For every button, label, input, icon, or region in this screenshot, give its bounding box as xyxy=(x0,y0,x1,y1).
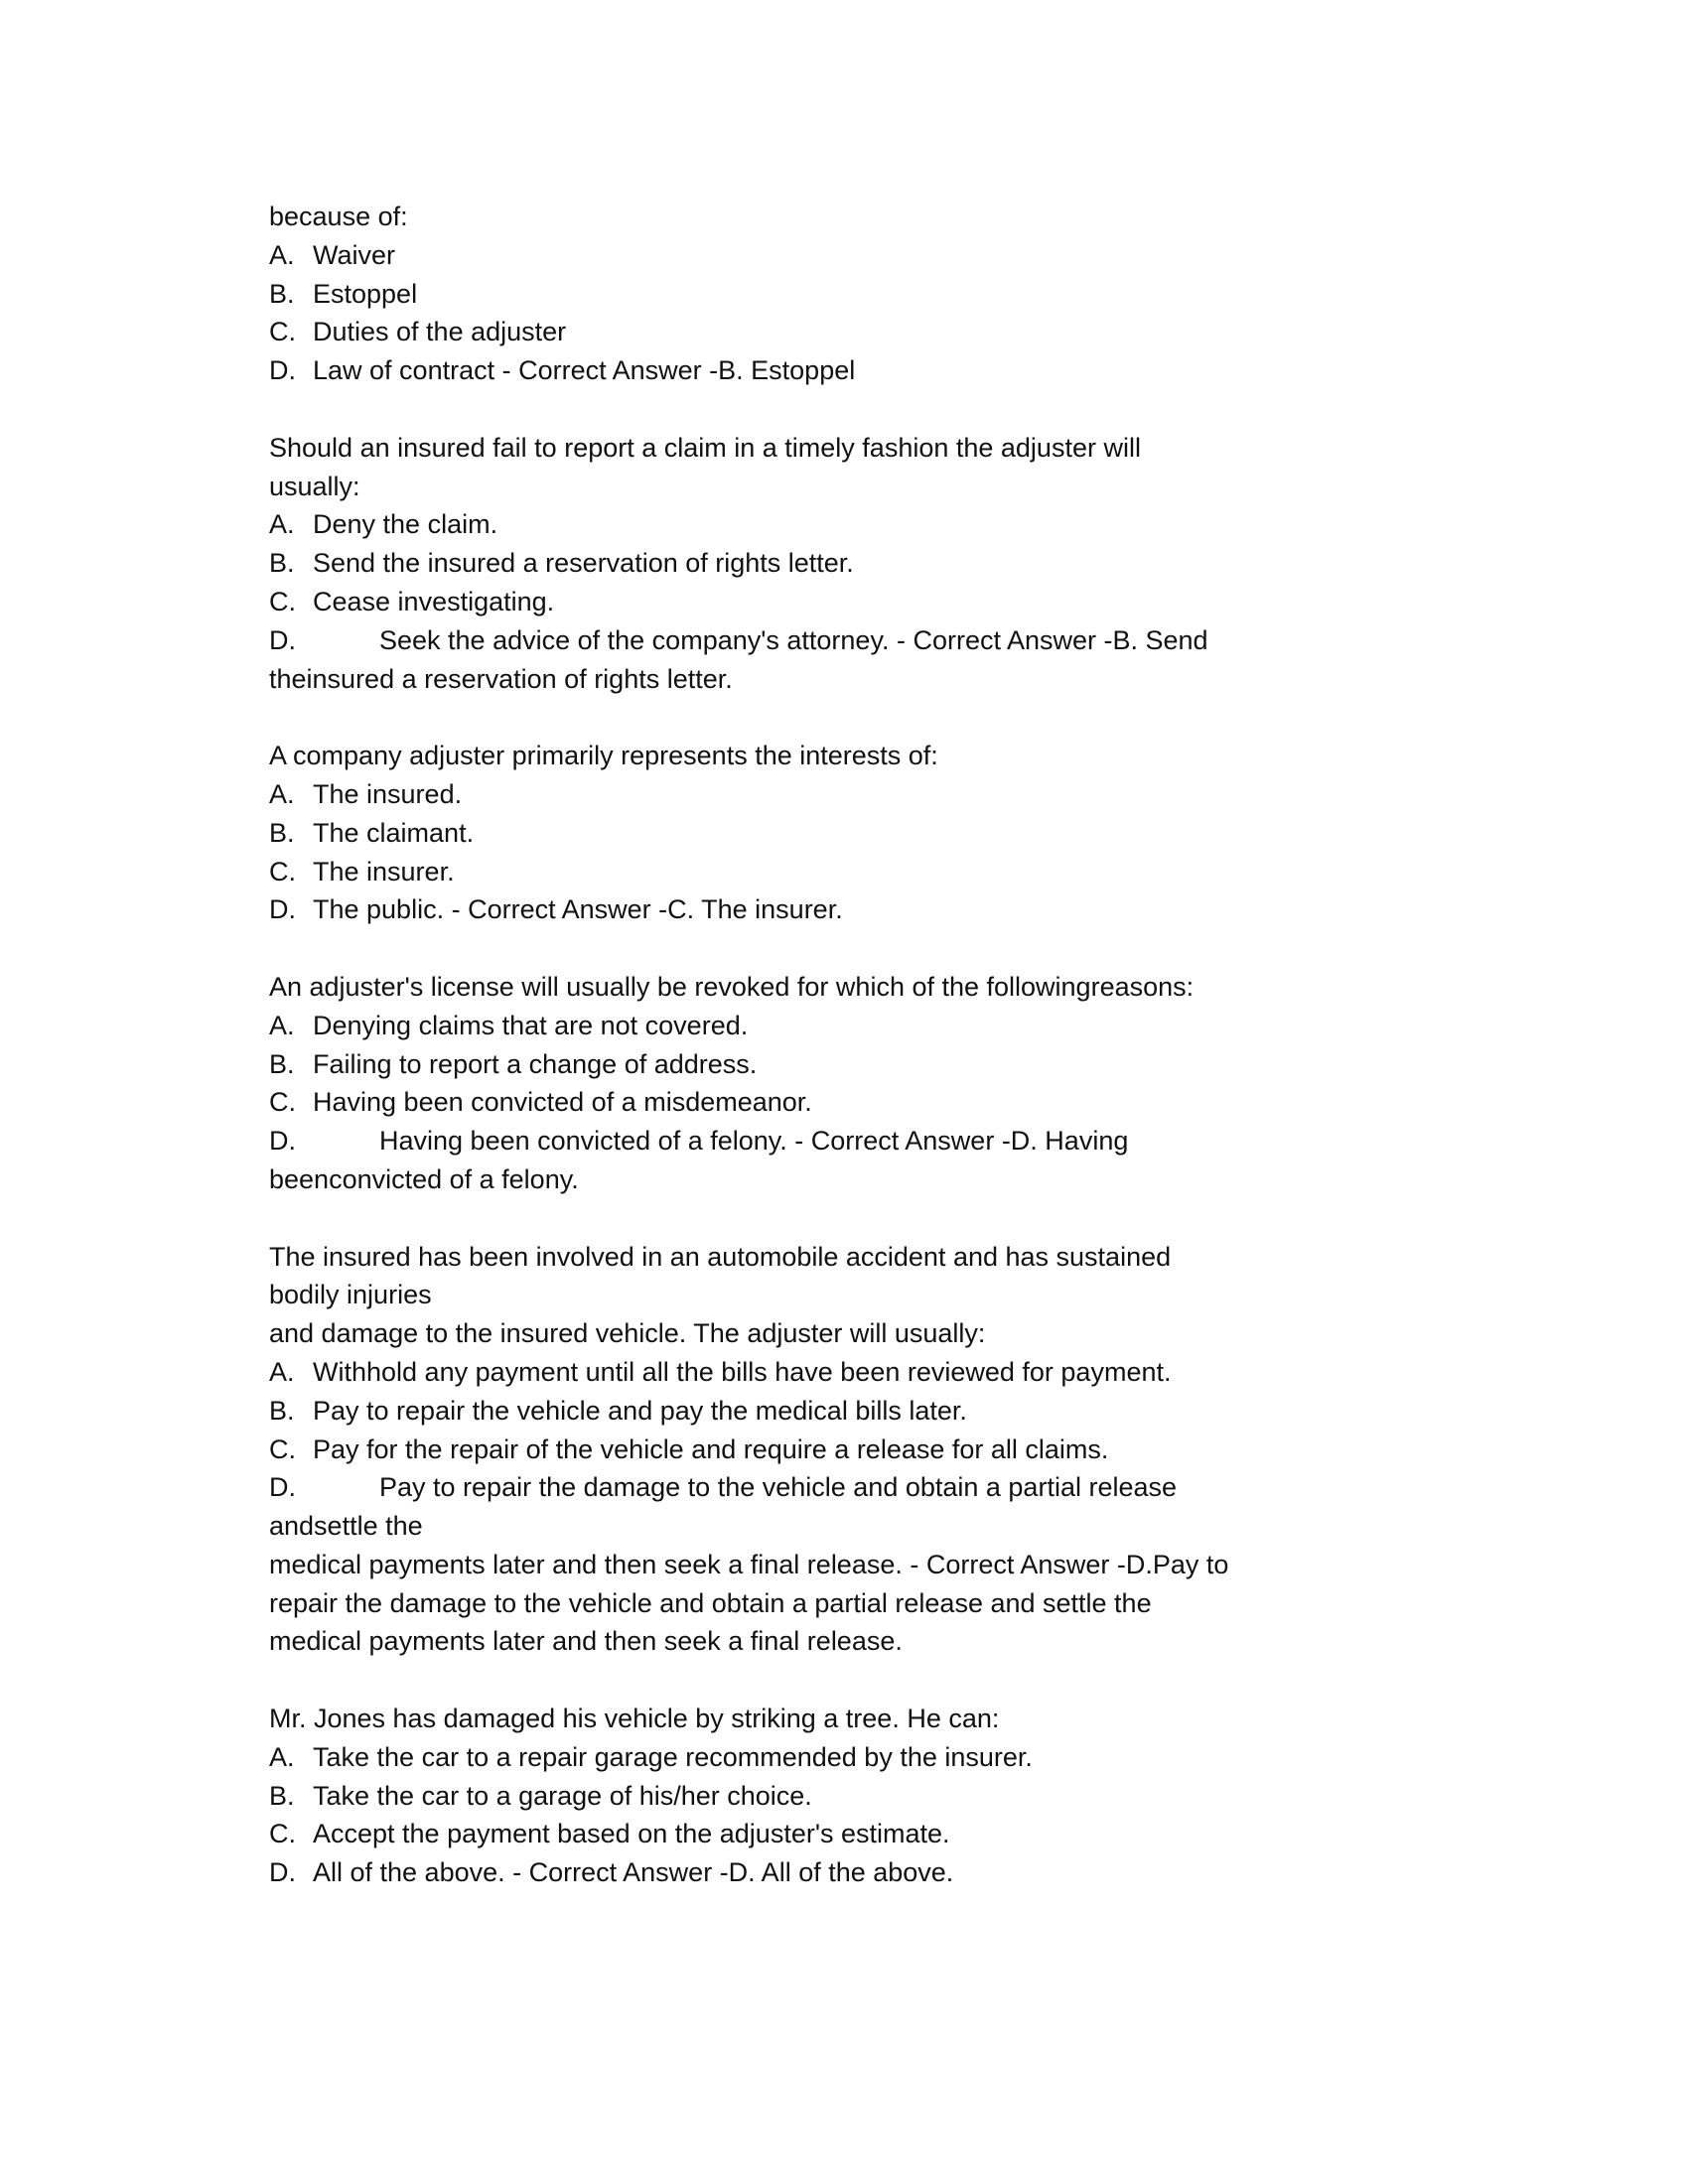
question-block xyxy=(269,737,1461,929)
option-label: C. xyxy=(269,317,296,347)
blank-line xyxy=(269,929,1461,968)
question-stem: bodily injuries xyxy=(269,1280,432,1310)
option-text: The insurer. xyxy=(313,856,455,887)
option-label: B. xyxy=(269,278,295,309)
answer-option xyxy=(269,853,1461,891)
option-label: C. xyxy=(269,586,296,616)
option-label: C. xyxy=(269,1087,296,1118)
question-block xyxy=(269,429,1461,699)
option-label: C. xyxy=(269,1433,296,1464)
question-block xyxy=(269,1700,1461,1892)
question-block xyxy=(269,198,1461,390)
answer-option xyxy=(269,1353,1461,1392)
blank-line xyxy=(269,1661,1461,1700)
option-text: The public. - Correct Answer -C. The insurer. xyxy=(313,894,843,925)
option-text: The claimant. xyxy=(313,817,475,848)
answer-option xyxy=(269,890,1461,929)
option-label: D. xyxy=(269,1857,296,1888)
answer-option xyxy=(269,313,1461,351)
option-text: Cease investigating. xyxy=(313,586,555,616)
answer-option xyxy=(269,505,1461,544)
option-text: Withhold any payment until all the bills have been reviewed for payment. xyxy=(313,1356,1172,1387)
option-label: C. xyxy=(269,856,296,887)
answer-option xyxy=(269,583,1461,621)
option-label: A. xyxy=(269,1741,295,1772)
option-label: B. xyxy=(269,548,295,579)
answer-option xyxy=(269,814,1461,853)
answer-option xyxy=(269,275,1461,314)
option-label: C. xyxy=(269,1819,296,1849)
question-stem: and damage to the insured vehicle. The adjuster will usually: xyxy=(269,1318,986,1349)
option-text: Having been convicted of a felony. - Correct Answer -D. Having xyxy=(379,1126,1129,1157)
option-text: Estoppel xyxy=(313,278,418,309)
answer-option xyxy=(269,544,1461,583)
answer-option xyxy=(269,1738,1461,1777)
blank-line xyxy=(269,698,1461,737)
question-stem: Should an insured fail to report a claim in a timely fashion the adjuster will xyxy=(269,432,1141,463)
answer-continuation: medical payments later and then seek a final release. xyxy=(269,1626,903,1657)
question-stem: usually: xyxy=(269,471,360,501)
answer-continuation: andsettle the xyxy=(269,1511,423,1542)
question-stem: A company adjuster primarily represents the interests of: xyxy=(269,741,938,771)
option-label: D. xyxy=(269,894,296,925)
blank-line xyxy=(269,1199,1461,1238)
option-text: All of the above. - Correct Answer -D. All of the above. xyxy=(313,1857,954,1888)
answer-option xyxy=(269,1122,1461,1160)
option-text: Seek the advice of the company's attorney. - Correct Answer -B. Send xyxy=(379,624,1208,655)
answer-option xyxy=(269,1815,1461,1853)
answer-option xyxy=(269,1468,1461,1507)
answer-option xyxy=(269,1777,1461,1816)
answer-option xyxy=(269,775,1461,814)
answer-option xyxy=(269,1083,1461,1122)
option-label: D. xyxy=(269,1472,296,1503)
option-text: The insured. xyxy=(313,778,463,809)
answer-option xyxy=(269,1853,1461,1892)
option-text: Law of contract - Correct Answer -B. Estoppel xyxy=(313,355,856,386)
answer-option xyxy=(269,621,1461,660)
option-label: A. xyxy=(269,509,295,540)
option-text: Send the insured a reservation of rights letter. xyxy=(313,548,854,579)
option-label: B. xyxy=(269,1780,295,1811)
document-page xyxy=(269,198,1461,1892)
answer-option xyxy=(269,351,1461,390)
blank-line xyxy=(269,390,1461,429)
option-text: Take the car to a garage of his/her choice. xyxy=(313,1780,812,1811)
option-label: A. xyxy=(269,239,295,270)
option-text: Pay to repair the damage to the vehicle and obtain a partial release xyxy=(379,1472,1178,1503)
question-stem: An adjuster's license will usually be revoked for which of the followingreasons: xyxy=(269,971,1195,1002)
option-label: D. xyxy=(269,1126,296,1157)
option-label: D. xyxy=(269,624,296,655)
option-label: A. xyxy=(269,1356,295,1387)
answer-option xyxy=(269,236,1461,275)
answer-continuation: medical payments later and then seek a final release. - Correct Answer -D.Pay to xyxy=(269,1549,1229,1579)
option-label: B. xyxy=(269,1048,295,1079)
option-text: Failing to report a change of address. xyxy=(313,1048,758,1079)
question-stem: because of: xyxy=(269,202,408,231)
option-label: A. xyxy=(269,778,295,809)
option-text: Take the car to a repair garage recommended by the insurer. xyxy=(313,1741,1033,1772)
answer-option xyxy=(269,1392,1461,1431)
answer-option xyxy=(269,1045,1461,1084)
option-label: B. xyxy=(269,1395,295,1426)
answer-continuation: beenconvicted of a felony. xyxy=(269,1163,579,1194)
answer-option xyxy=(269,1007,1461,1045)
answer-option xyxy=(269,1431,1461,1469)
option-text: Duties of the adjuster xyxy=(313,317,567,347)
question-block xyxy=(269,968,1461,1199)
answer-continuation: theinsured a reservation of rights letter. xyxy=(269,663,733,694)
option-label: D. xyxy=(269,355,296,386)
answer-continuation: repair the damage to the vehicle and obtain a partial release and settle the xyxy=(269,1587,1152,1618)
option-text: Accept the payment based on the adjuster's estimate. xyxy=(313,1819,950,1849)
option-text: Denying claims that are not covered. xyxy=(313,1010,749,1040)
option-text: Pay for the repair of the vehicle and require a release for all claims. xyxy=(313,1433,1109,1464)
option-text: Waiver xyxy=(313,239,396,270)
option-text: Deny the claim. xyxy=(313,509,498,540)
question-stem: The insured has been involved in an automobile accident and has sustained xyxy=(269,1241,1172,1272)
option-label: A. xyxy=(269,1010,295,1040)
question-block xyxy=(269,1238,1461,1662)
option-text: Pay to repair the vehicle and pay the medical bills later. xyxy=(313,1395,967,1426)
option-label: B. xyxy=(269,817,295,848)
option-text: Having been convicted of a misdemeanor. xyxy=(313,1087,812,1118)
question-stem: Mr. Jones has damaged his vehicle by striking a tree. He can: xyxy=(269,1704,1000,1734)
